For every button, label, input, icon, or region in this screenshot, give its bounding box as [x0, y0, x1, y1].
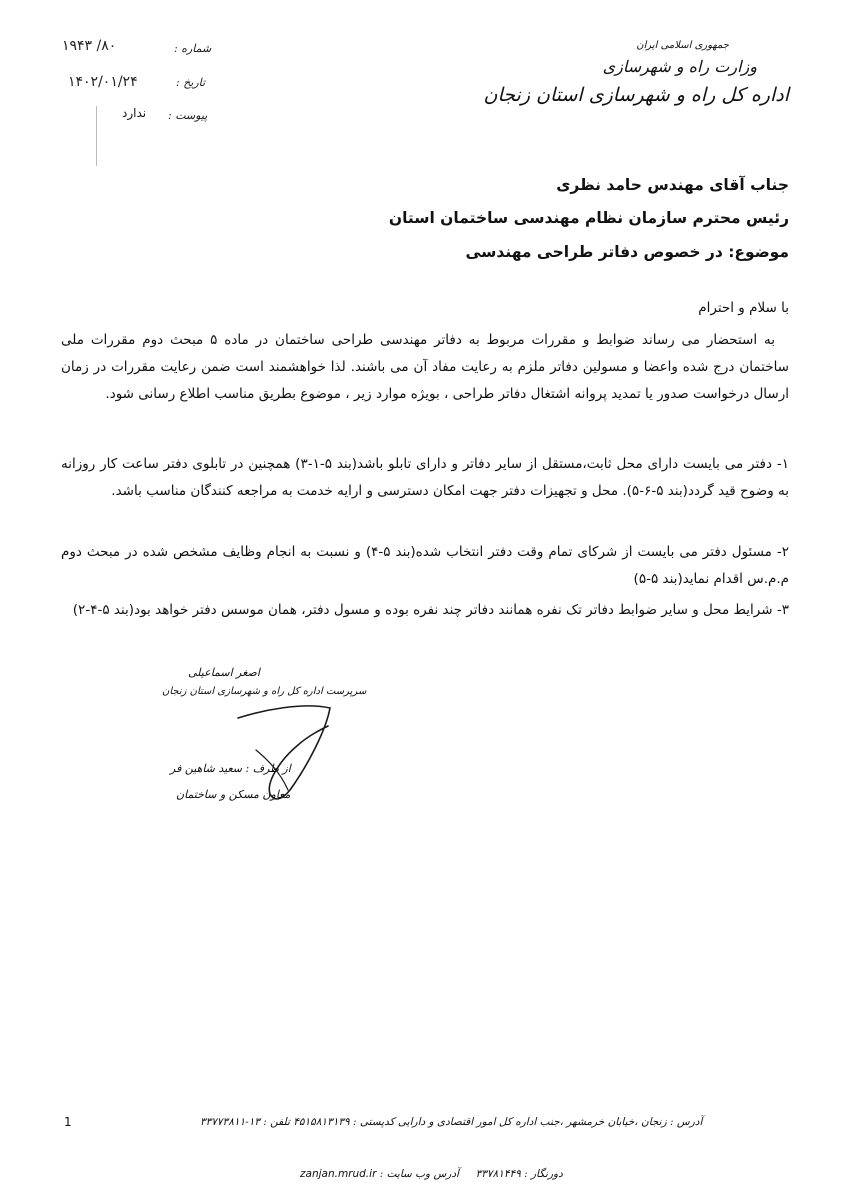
date-value: ۱۴۰۲/۰۱/۲۴	[68, 74, 138, 90]
signer-name: اصغر اسماعیلی	[188, 666, 260, 679]
list-item: ۱- دفتر می بایست دارای محل ثابت،مستقل از سایر دفاتر و دارای تابلو باشد(بند ۵-۱-۳) همچنین در تابلوی دفتر ساعت کار روزانه به وضوح قید گردد(بند ۵-۶-۵). محل و تجهیزات دفتر جهت امکان دسترسی و ارایه خدمت به مراجعه کنندگان مناسب باشد.	[61, 456, 789, 499]
attachment-label: پیوست :	[168, 109, 208, 122]
recipient-position: رئیس محترم سازمان نظام مهندسی ساختمان استان	[388, 209, 789, 227]
fax-value: ۳۳۷۸۱۴۴۹	[475, 1168, 521, 1180]
department-name: اداره کل راه و شهرسازی استان زنجان	[483, 84, 789, 106]
meta-divider	[96, 106, 97, 166]
website-link[interactable]: zanjan.mrud.ir	[300, 1168, 377, 1180]
deputy-title: معاون مسکن و ساختمان	[176, 788, 291, 801]
website-label: آدرس وب سایت :	[379, 1168, 459, 1180]
signer-title: سرپرست اداره کل راه و شهرسازی استان زنجان	[162, 686, 367, 697]
number-value: ۸۰/ ۱۹۴۳	[62, 38, 117, 54]
list-item: ۲- مسئول دفتر می بایست از شرکای تمام وقت دفتر انتخاب شده(بند ۵-۴) و نسبت به انجام وظایف مشخص شده در مبحث دوم م.م.س اقدام نماید(بند ۵-۵)	[61, 544, 790, 587]
attachment-value: ندارد	[122, 106, 147, 120]
ministry-name: وزارت راه و شهرسازی	[602, 57, 757, 76]
intro-paragraph: به استحضار می رساند ضوابط و مقررات مربوط به دفاتر مهندسی طراحی ساختمان در ماده ۵ مبحث دوم مقررات ملی ساختمان درج شده واعضا و مسولین دفاتر ملزم به رعایت مفاد آن می باشند. لذا خواهشمند است ضمن رعایت مقررات در زمان ارسال درخواست صدور یا تمدید پروانه اشتغال دفاتر طراحی ، بویژه موارد زیر ، موضوع بطریق مناسب اطلاع رسانی شود.	[61, 332, 789, 402]
date-label: تاریخ :	[176, 76, 206, 89]
recipient-name: جناب آقای مهندس حامد نظری	[556, 176, 789, 194]
organization-header	[449, 40, 789, 106]
fax-label: دورنگار :	[524, 1168, 563, 1180]
page-number: 1	[64, 1115, 72, 1129]
footer-address: آدرس : زنجان ،خیابان خرمشهر ،جنب اداره کل امور اقتصادی و دارایی کدپستی : ۴۵۱۵۸۱۳۱۳۹ تلفن : ۱۳-۳۳۷۷۳۸۱۱	[200, 1116, 703, 1128]
list-item: ۳- شرایط محل و سایر ضوابط دفاتر تک نفره همانند دفاتر چند نفره بوده و مسول دفتر، همان موسس دفتر خواهد بود(بند ۵-۴-۲)	[72, 602, 789, 618]
letter-meta	[62, 36, 222, 126]
letter-subject: موضوع: در خصوص دفاتر طراحی مهندسی	[465, 243, 789, 261]
footer-contact	[300, 1168, 563, 1180]
on-behalf-of: از طرف : سعید شاهین فر	[170, 762, 291, 775]
country-name: جمهوری اسلامی ایران	[636, 40, 729, 51]
number-label: شماره :	[174, 42, 212, 55]
signature-block	[150, 660, 370, 820]
greeting: با سلام و احترام	[698, 300, 789, 316]
